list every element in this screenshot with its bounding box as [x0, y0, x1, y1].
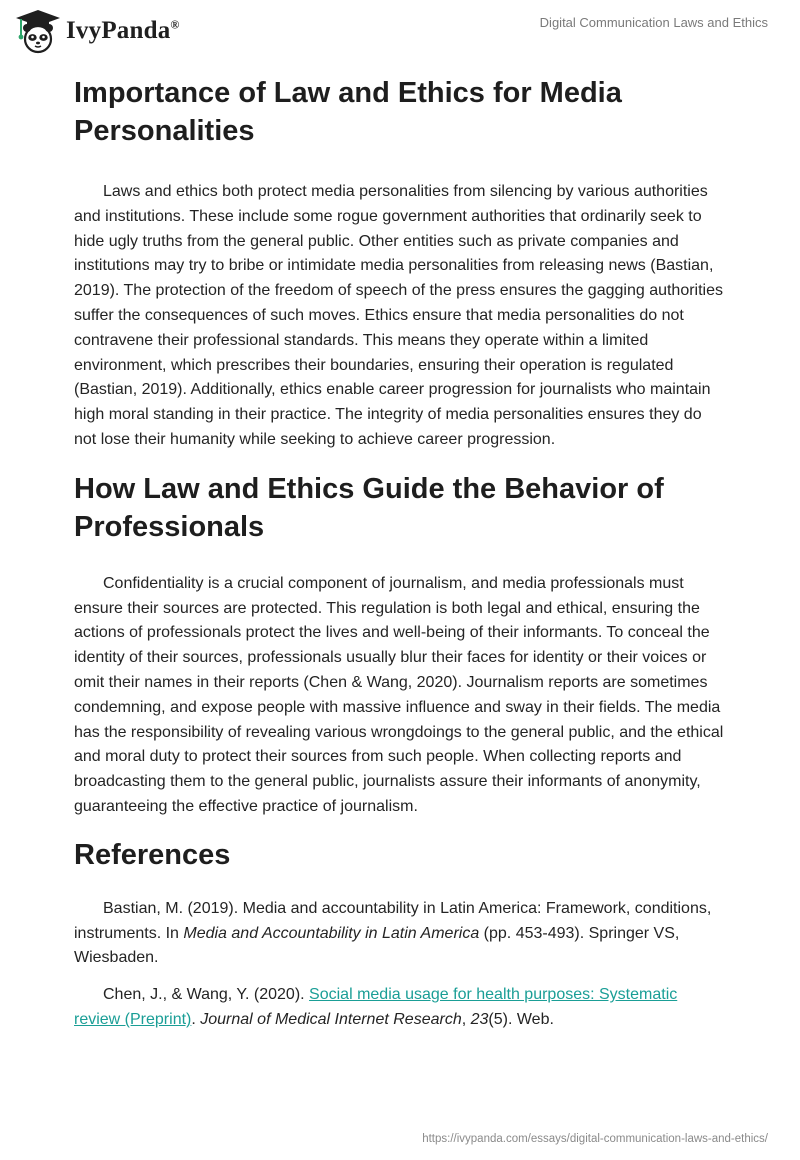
reference-link[interactable]: Social media usage for health purposes: Systematic review (Preprint): [74, 986, 678, 1028]
registered-mark: ®: [170, 17, 180, 32]
essay-content: [74, 70, 724, 1033]
document-title: Digital Communication Laws and Ethics: [539, 15, 768, 30]
section-paragraph-guidance: Confidentiality is a crucial component of journalism, and media professionals must ensure their sources are protected. This regulation is both legal and ethical, ensuring the actions of professionals protect the lives and well-being of their informants. To conceal the identity of their sources, professionals usually blur their faces for identity or their voices or omit their names in their reports (Chen & Wang, 2020). Journalism reports are sometimes condemning, and expose people with massive influence and sway in their fields. The media has the responsibility of revealing various wrongdoings to the general public, and the ethical and moral duty to protect their sources from such people. When collecting reports and broadcasting them to the general public, journalists assure their informants of anonymity, guaranteeing the effective practice of journalism.: [74, 574, 724, 815]
section-paragraph-importance: Laws and ethics both protect media personalities from silencing by various authorities and institutions. These include some rogue government authorities that ordinarily seek to hide ugly truths from the general public. Other entities such as private companies and institutions may try to bribe or intimidate media personalities from releasing news (Bastian, 2019). The protection of the freedom of speech of the press ensures the gagging authorities suffer the consequences of such moves. Ethics ensure that media personalities do not contravene their professional standards. This means they operate within a limited environment, which prescribes their boundaries, ensuring their operation is regulated (Bastian, 2019). Additionally, ethics enable career progression for journalists who maintain high moral standing in their practice. The integrity of media personalities ensures they do not lose their humanity while seeking to achieve career progression.: [74, 183, 724, 448]
page-header: [0, 0, 800, 60]
reference-item: Chen, J., & Wang, Y. (2020). Social media usage for health purposes: Systematic review (Preprint). Journal of Medical Internet Research, 23(5). Web.: [74, 986, 678, 1028]
ivypanda-logo[interactable]: [14, 8, 180, 54]
journal-title: Journal of Medical Internet Research: [200, 1010, 462, 1028]
footer-url[interactable]: https://ivypanda.com/essays/digital-communication-laws-and-ethics/: [422, 1133, 768, 1145]
book-title: Media and Accountability in Latin America: [183, 924, 480, 942]
panda-graduate-icon: [14, 8, 62, 54]
logo-wordmark: IvyPanda®: [66, 17, 180, 44]
volume-number: 23: [470, 1010, 489, 1028]
section-heading-guidance: How Law and Ethics Guide the Behavior of Professionals: [74, 472, 664, 543]
reference-item: Bastian, M. (2019). Media and accountability in Latin America: Framework, conditions, instruments. In Media and Accountability in Latin America (pp. 453-493). Springer VS, Wiesbaden.: [74, 899, 712, 967]
section-heading-importance: Importance of Law and Ethics for Media Personalities: [74, 77, 622, 147]
references-heading: References: [74, 838, 231, 871]
